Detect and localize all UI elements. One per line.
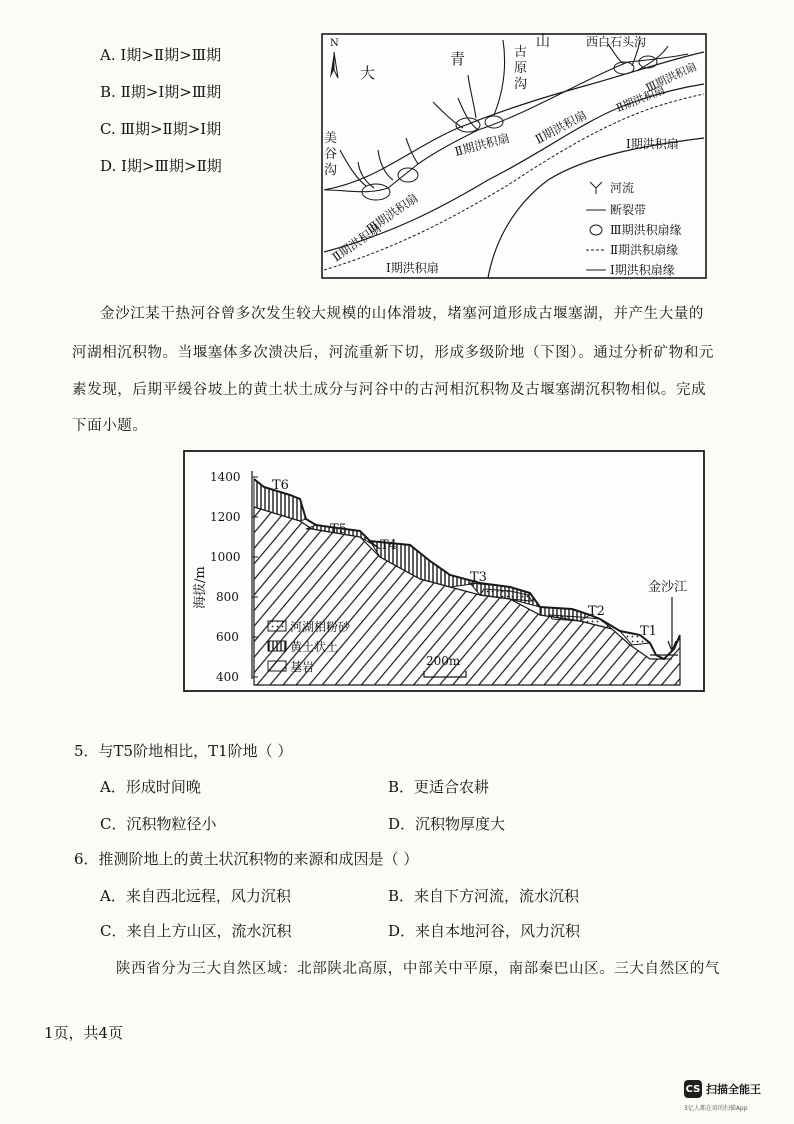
y-tick-1400: 1400 [210, 470, 241, 484]
label-i-right: Ⅰ期洪积扇 [626, 137, 679, 151]
passage-line-1: 金沙江某干热河谷曾多次发生较大规模的山体滑坡，堵塞河道形成古堰塞湖，并产生大量的 [100, 306, 704, 322]
y-tick-800: 800 [216, 590, 239, 604]
question-5-option-d[interactable]: D．沉积物厚度大 [388, 815, 506, 833]
y-tick-1000: 1000 [210, 550, 241, 564]
svg-text:Ⅲ期洪积扇缘: Ⅲ期洪积扇缘 [610, 223, 682, 237]
svg-text:河流: 河流 [610, 181, 635, 195]
place-da: 大 [360, 64, 376, 82]
svg-text:Ⅱ期洪积扇缘: Ⅱ期洪积扇缘 [610, 243, 679, 257]
svg-text:200m: 200m [426, 654, 461, 668]
question-6-option-d[interactable]: D．来自本地河谷，风力沉积 [388, 922, 581, 940]
question-6-option-c[interactable]: C．来自上方山区，流水沉积 [100, 922, 292, 940]
place-gou: 沟 [514, 77, 528, 92]
prev-option-c: C. Ⅲ期>Ⅱ期>Ⅰ期 [100, 120, 222, 138]
terrace-t1: T1 [640, 624, 657, 639]
label-ii-top: Ⅱ期洪积扇 [614, 83, 667, 115]
next-passage-line: 陕西省分为三大自然区域：北部陕北高原，中部关中平原，南部秦巴山区。三大自然区的气 [116, 961, 720, 977]
scanner-watermark [684, 1080, 761, 1098]
passage-line-3: 素发现，后期平缓谷坡上的黄土状土成分与河谷中的古河相沉积物及古堰塞湖沉积物相似。完成 [72, 382, 707, 398]
label-iii-top: Ⅲ期洪积扇 [643, 59, 699, 95]
question-5-option-a[interactable]: A．形成时间晚 [100, 778, 201, 796]
question-6-stem: 6．推测阶地上的黄土状沉积物的来源和成因是（ ） [74, 850, 419, 868]
svg-text:N: N [330, 38, 339, 49]
place-gou2: 沟 [324, 163, 338, 178]
svg-text:河湖相粉砂: 河湖相粉砂 [290, 620, 351, 634]
svg-text:断裂带: 断裂带 [610, 203, 647, 217]
svg-text:Ⅰ期洪积扇缘: Ⅰ期洪积扇缘 [610, 263, 675, 277]
terrace-t5: T5 [330, 522, 347, 537]
passage-line-4: 下面小题。 [72, 418, 148, 434]
terrace-t2: T2 [588, 604, 605, 619]
question-6-option-b[interactable]: B．来自下方河流，流水沉积 [388, 887, 580, 905]
terrace-t4: T4 [380, 538, 397, 553]
question-5-stem: 5．与T5阶地相比，T1阶地（ ） [74, 742, 293, 760]
place-shan: 山 [536, 34, 550, 50]
y-tick-1200: 1200 [210, 510, 241, 524]
terrace-t3: T3 [470, 570, 487, 585]
place-yuan: 原 [514, 61, 528, 76]
prev-option-d: D. Ⅰ期>Ⅲ期>Ⅱ期 [100, 157, 222, 175]
place-xibaishitougou: 西白石头沟 [586, 35, 647, 49]
label-ii-left: Ⅱ期洪积扇 [329, 220, 384, 265]
label-iii-left: Ⅲ期洪积扇 [363, 190, 421, 237]
place-gu2: 谷 [324, 147, 338, 162]
page-footer: 1页，共4页 [44, 1024, 124, 1042]
y-tick-600: 600 [216, 630, 239, 644]
terrace-profile-figure [180, 449, 708, 693]
place-mei: 美 [324, 131, 338, 146]
cs-logo-icon: CS [684, 1080, 702, 1098]
question-6-option-a[interactable]: A．来自西北远程，风力沉积 [100, 887, 291, 905]
watermark-title: 扫描全能王 [706, 1083, 761, 1096]
river-label: 金沙江 [648, 580, 688, 595]
terrace-t6: T6 [272, 478, 289, 493]
question-5-option-c[interactable]: C．沉积物粒径小 [100, 815, 217, 833]
prev-option-a: A. Ⅰ期>Ⅱ期>Ⅲ期 [100, 46, 222, 64]
y-tick-400: 400 [216, 670, 239, 684]
svg-text:基岩: 基岩 [290, 660, 315, 674]
prev-option-b: B. Ⅱ期>Ⅰ期>Ⅲ期 [100, 83, 222, 101]
place-qing: 青 [450, 50, 466, 68]
alluvial-fan-map [318, 30, 710, 282]
watermark-subtitle: 3亿人都在用的扫描App [684, 1105, 748, 1112]
passage-line-2: 河湖相沉积物。当堰塞体多次溃决后，河流重新下切，形成多级阶地（下图）。通过分析矿物和元 [72, 345, 715, 361]
label-ii-mid: Ⅱ期洪积扇 [532, 107, 590, 147]
label-ii-left-top: Ⅱ期洪积扇 [453, 130, 512, 159]
y-axis-label: 海拔/m [193, 566, 208, 609]
label-i-bottom: Ⅰ期洪积扇 [386, 261, 439, 275]
svg-text:黄土状土: 黄土状土 [290, 640, 339, 654]
place-gu: 古 [514, 45, 528, 60]
question-5-option-b[interactable]: B．更适合农耕 [388, 778, 490, 796]
